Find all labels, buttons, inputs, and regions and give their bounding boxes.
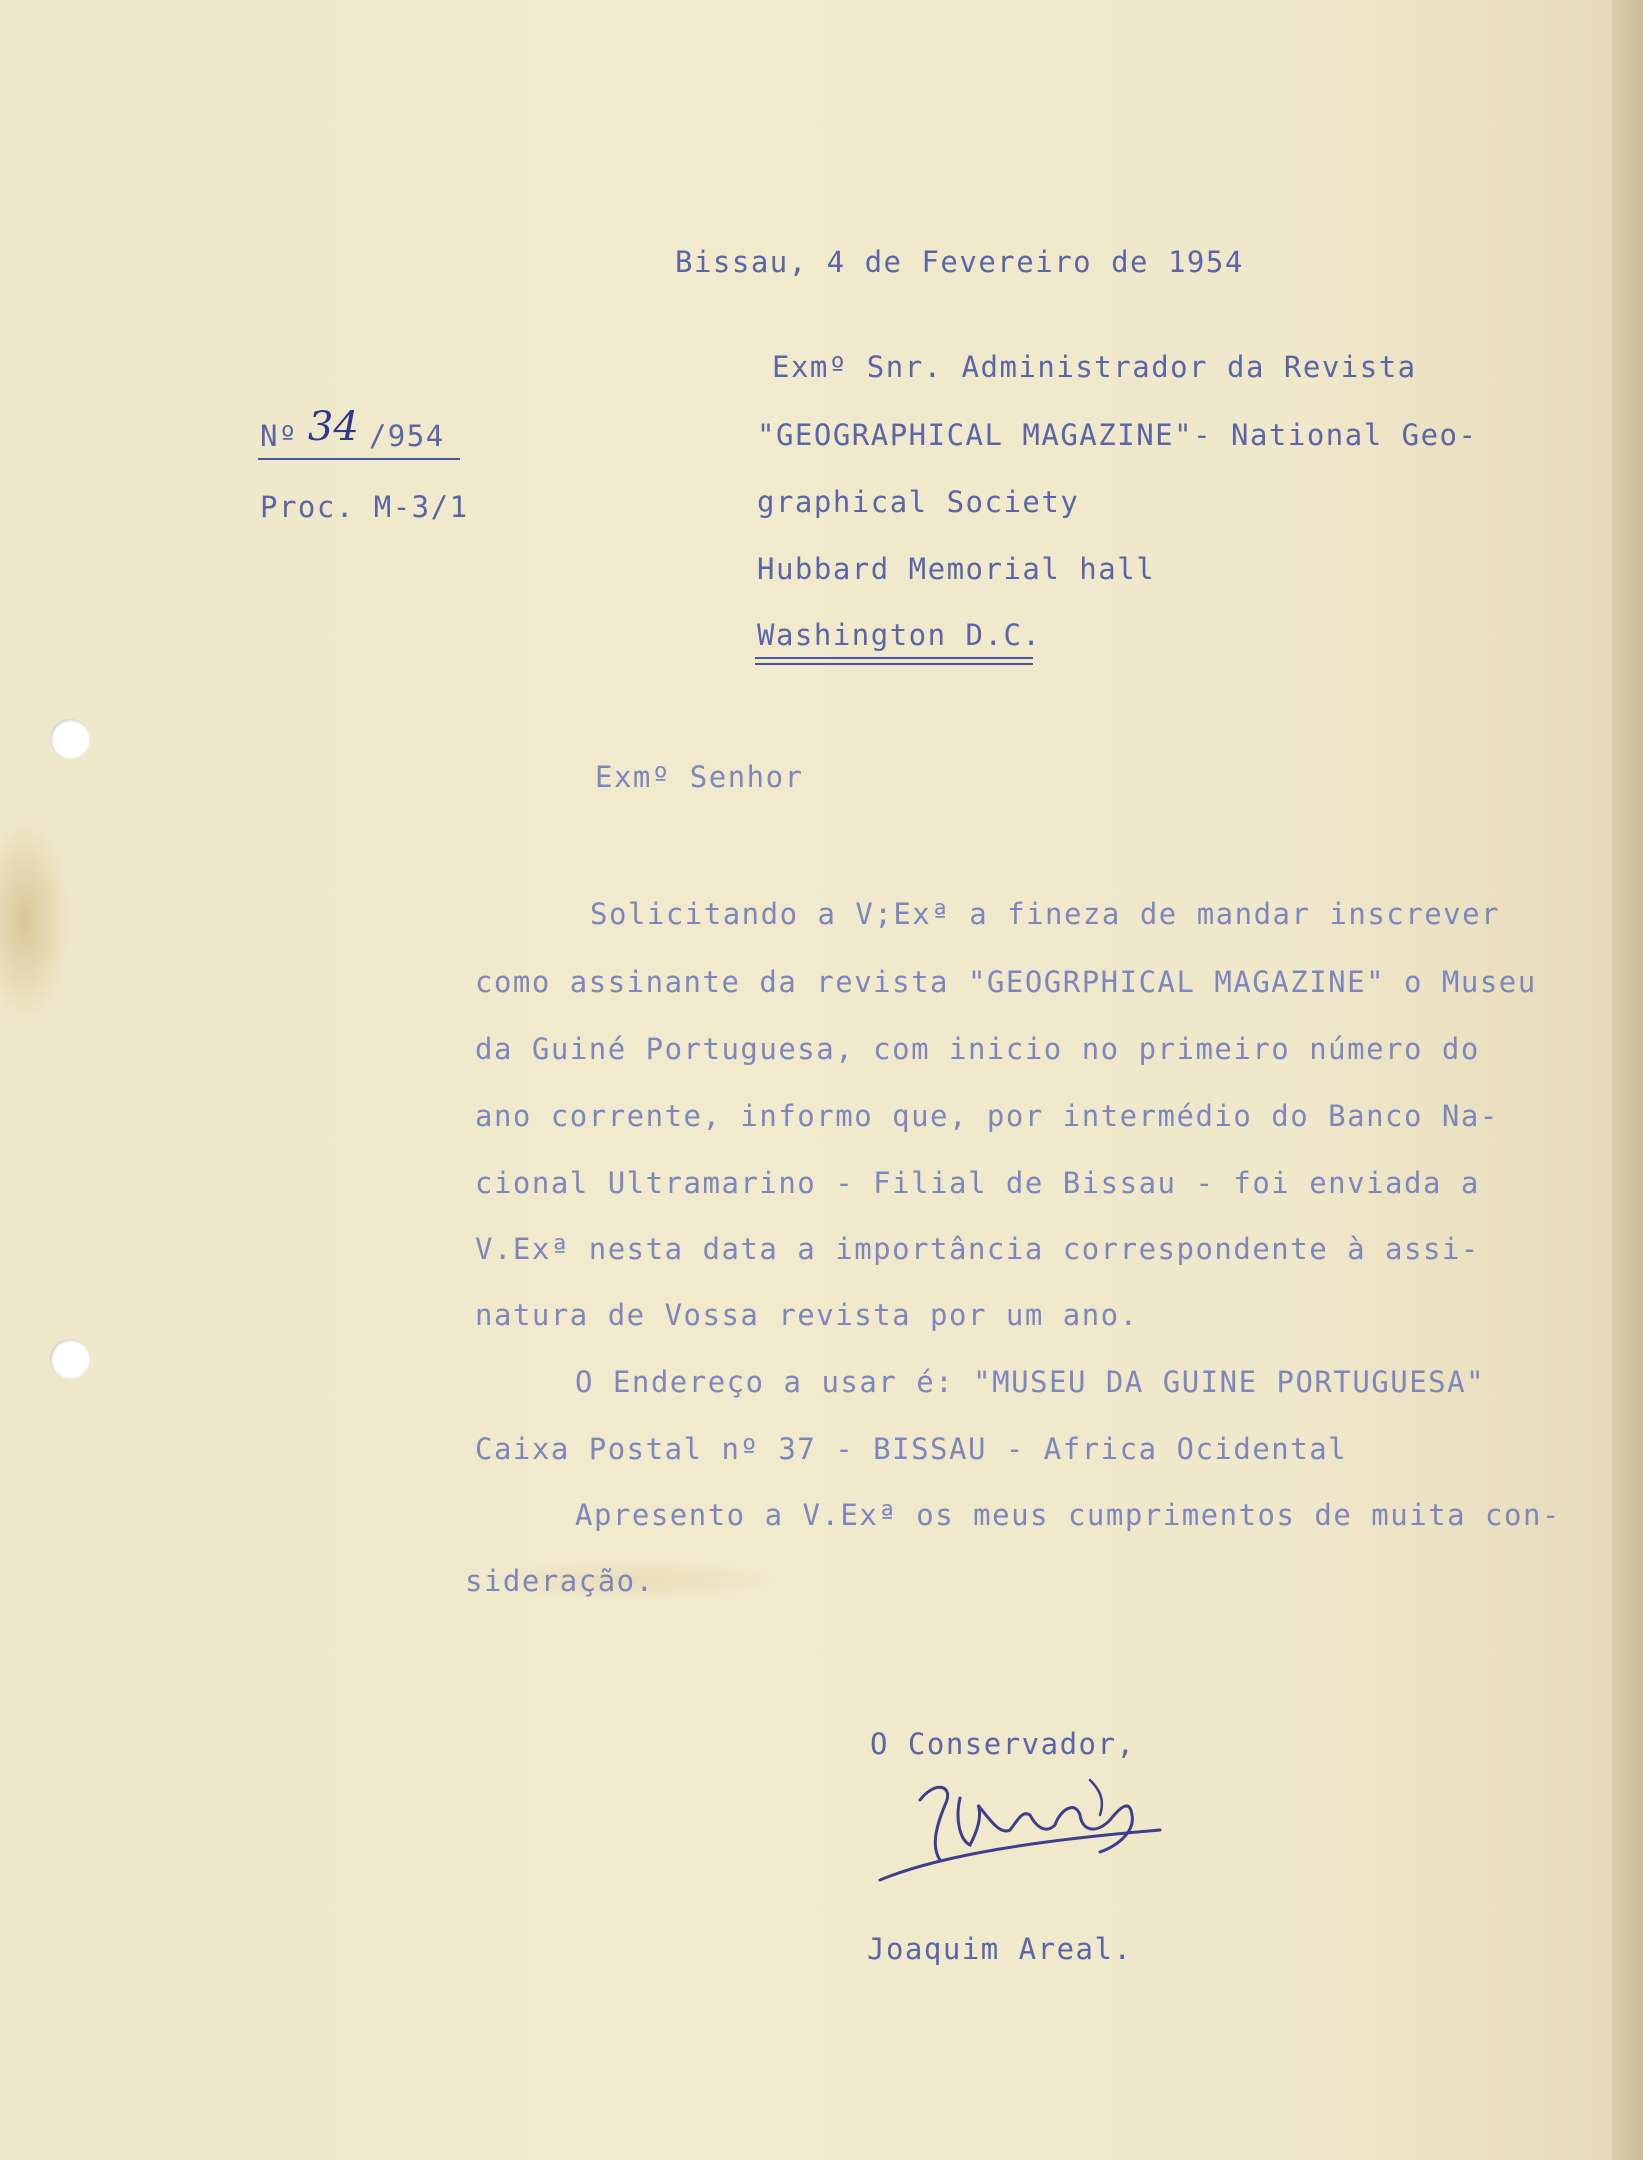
age-stain [0, 820, 70, 1020]
addressee-line-3: graphical Society [757, 485, 1080, 519]
reference-handwritten-number: 34 [307, 404, 359, 450]
body-line-5: cional Ultramarino - Filial de Bissau - foi enviada a [475, 1166, 1480, 1200]
body-line-3: da Guiné Portuguesa, com inicio no primeiro número do [475, 1032, 1480, 1066]
punch-hole-top [50, 719, 90, 759]
body-line-7: natura de Vossa revista por um ano. [475, 1298, 1139, 1332]
reference-number [260, 404, 445, 456]
addressee-line-4: Hubbard Memorial hall [757, 552, 1156, 586]
date-line: Bissau, 4 de Fevereiro de 1954 [675, 245, 1244, 279]
body-line-4: ano corrente, informo que, por intermédio do Banco Na- [475, 1099, 1499, 1133]
body-line-10: Apresento a V.Exª os meus cumprimentos de muita con- [575, 1498, 1561, 1532]
process-number: Proc. M-3/1 [260, 490, 469, 524]
address-underline-1 [755, 657, 1033, 659]
reference-prefix: Nº [260, 419, 298, 453]
closing: O Conservador, [870, 1727, 1136, 1761]
reference-year: /954 [368, 419, 445, 453]
body-line-9: Caixa Postal nº 37 - BISSAU - Africa Ocidental [475, 1432, 1348, 1466]
reference-underline [258, 458, 460, 460]
addressee-line-2: "GEOGRAPHICAL MAGAZINE"- National Geo- [757, 418, 1478, 452]
handwritten-signature [860, 1760, 1190, 1890]
signatory-name: Joaquim Areal. [867, 1932, 1133, 1966]
body-line-8: O Endereço a usar é: "MUSEU DA GUINE PORTUGUESA" [575, 1365, 1486, 1399]
salutation: Exmº Senhor [595, 760, 804, 794]
addressee-line-1: Exmº Snr. Administrador da Revista [772, 350, 1417, 384]
body-line-6: V.Exª nesta data a importância correspondente à assi- [475, 1232, 1480, 1266]
addressee-line-5: Washington D.C. [757, 618, 1042, 652]
paper-edge-shadow [1612, 0, 1643, 2160]
address-underline-2 [755, 663, 1033, 665]
body-line-1: Solicitando a V;Exª a fineza de mandar inscrever [590, 897, 1501, 931]
body-line-11: sideração. [465, 1564, 655, 1598]
body-line-2: como assinante da revista "GEOGRPHICAL MAGAZINE" o Museu [475, 965, 1537, 999]
punch-hole-bottom [50, 1339, 90, 1379]
